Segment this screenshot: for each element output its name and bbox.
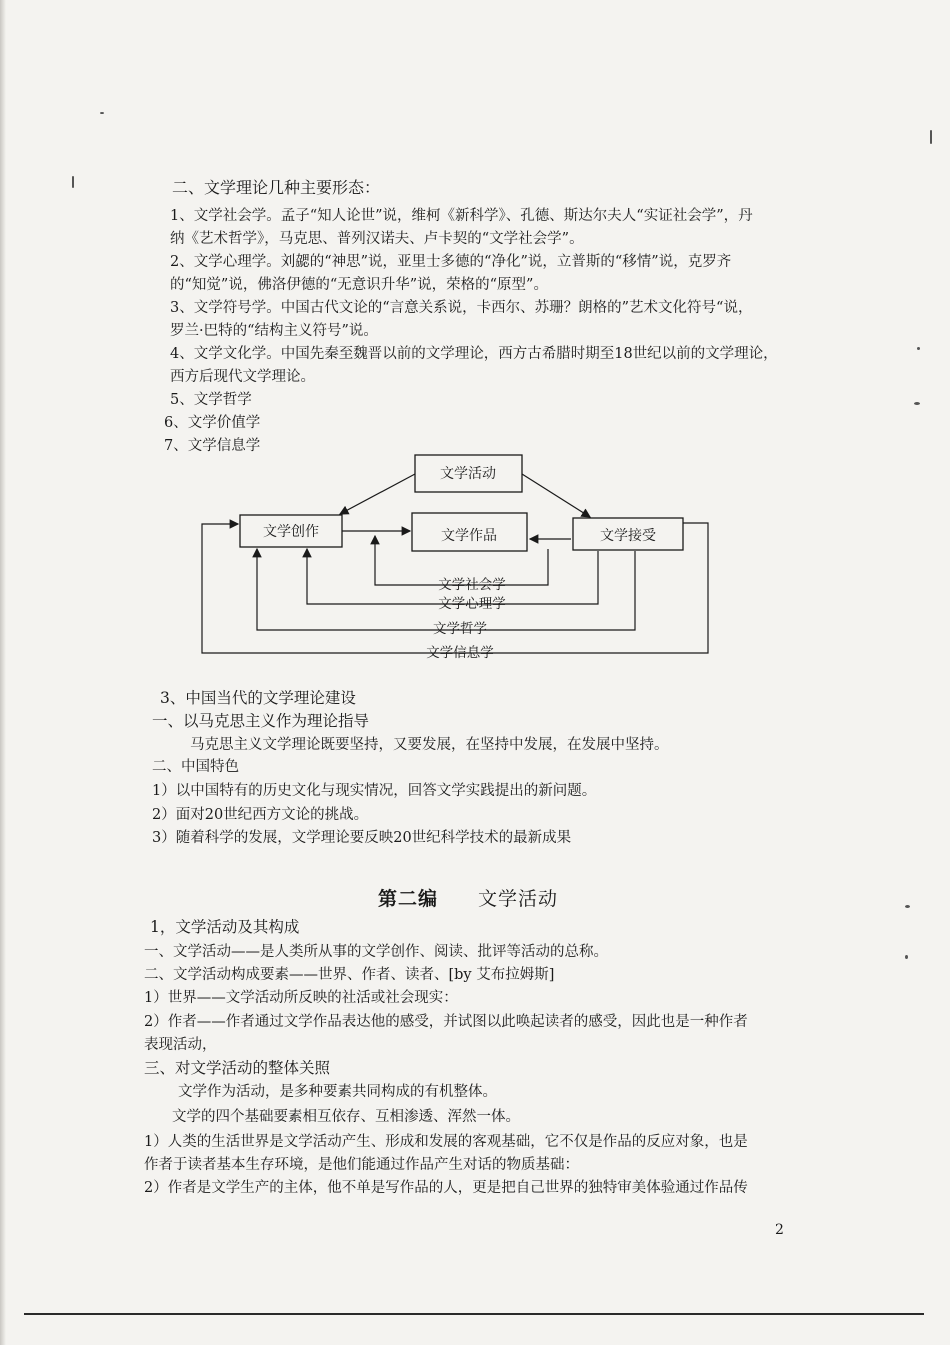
forms-line-9: 5、文学哲学 (170, 392, 252, 408)
scan-speck (100, 112, 104, 114)
part-title-number: 第二编 (378, 888, 439, 910)
label-reception: 文学接受 (600, 528, 656, 544)
section-forms-heading: 二、文学理论几种主要形态： (172, 178, 381, 197)
activity-para-2: 文学的四个基础要素相互依存、互相渗透、浑然一体。 (172, 1109, 520, 1125)
bottom-rule (24, 1313, 924, 1315)
china-sub2-heading: 二、中国特色 (152, 759, 239, 775)
scan-edge-shadow (0, 0, 6, 1345)
scan-speck (905, 905, 910, 908)
forms-line-3: 2、文学心理学。刘勰的“神思”说，亚里士多德的“净化”说，立普斯的“移情”说，克罗齐 (170, 254, 732, 270)
activity-line-2: 二、文学活动构成要素——世界、作者、读者、[by 艾布拉姆斯] (144, 967, 555, 983)
forms-line-11: 7、文学信息学 (164, 438, 261, 454)
forms-line-8: 西方后现代文学理论。 (170, 369, 315, 385)
activity-heading: 1，文学活动及其构成 (150, 918, 300, 936)
activity-line-3: 1）世界——文学活动所反映的社活或社会现实： (144, 990, 458, 1006)
activity-sub3-heading: 三、对文学活动的整体关照 (144, 1059, 331, 1077)
forms-line-6: 罗兰·巴特的“结构主义符号”说。 (170, 323, 378, 339)
activity-line-5: 表现活动， (144, 1037, 217, 1053)
scan-speck (917, 347, 920, 350)
section-china-heading: 3、中国当代的文学理论建设 (160, 689, 356, 707)
arrow-activity-to-creation (340, 474, 415, 514)
loop-label-philosophy: 文学哲学 (433, 621, 487, 637)
page-number: 2 (775, 1222, 784, 1238)
china-sub1-text: 马克思主义文学理论既要坚持，又要发展，在坚持中发展，在发展中坚持。 (190, 737, 669, 753)
forms-line-5: 3、文学符号学。中国古代文论的“言意关系说，卡西尔、苏珊？朗格的”艺术文化符号“说， (170, 300, 753, 316)
arrow-activity-to-reception (522, 474, 590, 517)
forms-line-10: 6、文学价值学 (164, 415, 261, 431)
loop-label-psychology: 文学心理学 (438, 596, 506, 612)
literary-activity-diagram (190, 452, 720, 672)
activity-para-3-line-3: 2）作者是文学生产的主体，他不单是写作品的人，更是把自己世界的独特审美体验通过作品传 (144, 1180, 748, 1196)
activity-para-1: 文学作为活动，是多种要素共同构成的有机整体。 (178, 1084, 497, 1100)
china-point-2: 2）面对20世纪西方文论的挑战。 (152, 807, 369, 823)
forms-line-1: 1、文学社会学。孟子“知人论世”说，维柯《新科学》、孔德、斯达尔夫人“实证社会学”，丹 (170, 208, 753, 224)
china-point-1: 1）以中国特有的历史文化与现实情况，回答文学实践提出的新问题。 (152, 783, 597, 799)
part-title-name: 文学活动 (478, 888, 559, 910)
activity-para-3-line-1: 1）人类的生活世界是文学活动产生、形成和发展的客观基础，它不仅是作品的反应对象，也是 (144, 1134, 748, 1150)
label-activity: 文学活动 (440, 466, 496, 482)
activity-line-1: 一、文学活动——是人类所从事的文学创作、阅读、批评等活动的总称。 (144, 944, 608, 960)
part-title (378, 884, 558, 911)
china-point-3: 3）随着科学的发展，文学理论要反映20世纪科学技术的最新成果 (152, 830, 572, 846)
label-creation: 文学创作 (263, 524, 319, 540)
forms-line-2: 纳《艺术哲学》，马克思、普列汉诺夫、卢卡契的“文学社会学”。 (170, 231, 584, 247)
forms-line-7: 4、文学文化学。中国先秦至魏晋以前的文学理论，西方古希腊时期至18世纪以前的文学理论， (170, 346, 778, 362)
label-work: 文学作品 (441, 528, 497, 544)
forms-line-4: 的“知觉”说，佛洛伊德的“无意识升华”说，荣格的“原型”。 (170, 277, 548, 293)
scan-speck (72, 176, 74, 188)
china-sub1-heading: 一、以马克思主义作为理论指导 (152, 712, 370, 730)
loop-label-sociology: 文学社会学 (438, 577, 506, 593)
loop-label-information: 文学信息学 (426, 645, 494, 661)
scan-speck (930, 130, 932, 144)
activity-para-3-line-2: 作者于读者基本生存环境，是他们能通过作品产生对话的物质基础： (144, 1157, 579, 1173)
scan-speck (905, 955, 908, 959)
activity-line-4: 2）作者——作者通过文学作品表达他的感受，并试图以此唤起读者的感受，因此也是一种作者 (144, 1014, 748, 1030)
scan-speck (914, 402, 920, 405)
